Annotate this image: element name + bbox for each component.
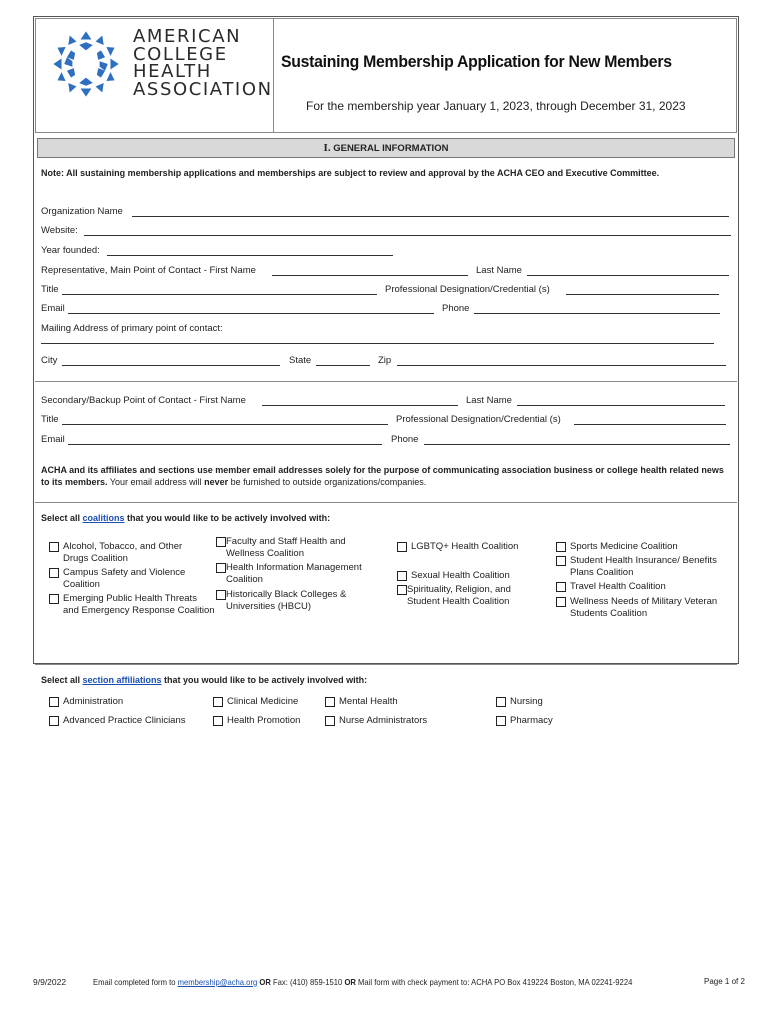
review-note: Note: All sustaining membership applications and memberships are subject to review and approval by the ACHA CEO and Executive Committee. — [41, 168, 660, 178]
coalition-label: Historically Black Colleges & Universities (HBCU) — [226, 589, 347, 612]
affiliations-link[interactable]: section affiliations — [82, 675, 162, 685]
org-name-label: Organization Name — [41, 206, 123, 217]
rep-last-name-field[interactable] — [527, 275, 729, 276]
rep-first-name-label: Representative, Main Point of Contact - First Name — [41, 265, 256, 276]
sec-prof-desig-label: Professional Designation/Credential (s) — [396, 414, 561, 425]
title-field[interactable] — [62, 294, 377, 295]
zip-field[interactable] — [397, 365, 726, 366]
checkbox-icon — [556, 556, 566, 566]
sec-phone-label: Phone — [391, 434, 419, 445]
coalition-label: Sports Medicine Coalition — [570, 541, 678, 552]
email-privacy-notice — [41, 464, 731, 488]
checkbox-icon — [397, 571, 407, 581]
city-field[interactable] — [62, 365, 280, 366]
checkbox-icon — [49, 594, 59, 604]
coalition-checkbox-public-health[interactable] — [49, 593, 215, 617]
sec-prof-desig-field[interactable] — [574, 424, 726, 425]
coalitions-heading-pre: Select all — [41, 513, 83, 523]
privacy-bold-2: never — [204, 477, 229, 487]
checkbox-icon — [556, 542, 566, 552]
email-label: Email — [41, 303, 65, 314]
section-checkbox-apc[interactable] — [49, 715, 209, 727]
section-label: Mental Health — [339, 696, 398, 707]
privacy-bold-1: ACHA and its affiliates and sections use member email addresses solely for the purpose of communicating association business or college health related news to its members. — [41, 465, 724, 487]
sec-first-name-label: Secondary/Backup Point of Contact - First Name — [41, 395, 246, 406]
footer-email-link[interactable]: membership@acha.org — [177, 977, 258, 987]
checkbox-icon — [397, 542, 407, 552]
org-name-field[interactable] — [132, 216, 729, 217]
sec-phone-field[interactable] — [424, 444, 730, 445]
coalition-label: Faculty and Staff Health and Wellness Coalition — [226, 536, 346, 559]
title-label: Title — [41, 284, 59, 295]
footer-pre: Email completed form to — [93, 977, 178, 987]
coalition-checkbox-faculty-staff[interactable] — [216, 536, 380, 560]
checkbox-icon — [216, 563, 226, 573]
rep-first-name-field[interactable] — [272, 275, 468, 276]
section-checkbox-nursing[interactable] — [496, 696, 576, 708]
page-subtitle: For the membership year January 1, 2023, through December 31, 2023 — [306, 99, 686, 113]
state-label: State — [289, 355, 312, 366]
coalition-label: Campus Safety and Violence Coalition — [63, 567, 186, 590]
section-divider — [35, 664, 737, 665]
state-field[interactable] — [316, 365, 370, 366]
affiliations-heading-pre: Select all — [41, 675, 83, 685]
section-label: Administration — [63, 696, 124, 707]
sec-last-name-field[interactable] — [517, 405, 725, 406]
footer-or: OR — [257, 977, 273, 987]
checkbox-icon — [325, 716, 335, 726]
coalition-checkbox-lgbtq[interactable] — [397, 541, 537, 553]
coalition-label: Spirituality, Religion, and Student Health Coalition — [407, 584, 511, 607]
section-divider — [35, 502, 737, 503]
coalition-checkbox-hbcu[interactable] — [216, 589, 376, 613]
checkbox-icon — [556, 582, 566, 592]
checkbox-icon — [216, 537, 226, 547]
coalitions-heading — [41, 513, 330, 523]
checkbox-icon — [49, 716, 59, 726]
mailing-address-field[interactable] — [41, 343, 714, 344]
page-title: Sustaining Membership Application for New Members — [281, 52, 672, 71]
section-checkbox-nurse-admin[interactable] — [325, 715, 455, 727]
section-label: Pharmacy — [510, 715, 553, 726]
coalition-label: Emerging Public Health Threats and Emergency Response Coalition — [63, 593, 215, 616]
footer-instructions — [93, 977, 632, 987]
org-name — [133, 28, 273, 98]
section-number: I. — [323, 142, 331, 154]
phone-field[interactable] — [474, 313, 720, 314]
checkbox-icon — [49, 568, 59, 578]
checkbox-icon — [496, 716, 506, 726]
section-label: Advanced Practice Clinicians — [63, 715, 186, 726]
coalition-checkbox-campus-safety[interactable] — [49, 567, 209, 591]
coalition-checkbox-insurance[interactable] — [556, 555, 736, 579]
affiliations-heading — [41, 675, 367, 685]
sec-email-label: Email — [41, 434, 65, 445]
coalition-label: Alcohol, Tobacco, and Other Drugs Coalition — [63, 541, 183, 564]
mailing-address-label: Mailing Address of primary point of contact: — [41, 323, 223, 334]
sec-last-name-label: Last Name — [466, 395, 512, 406]
coalitions-heading-post: that you would like to be actively involved with: — [124, 513, 331, 523]
coalition-label: LGBTQ+ Health Coalition — [411, 541, 519, 552]
coalitions-link[interactable]: coalitions — [82, 513, 125, 523]
checkbox-icon — [213, 697, 223, 707]
org-name-line-2: COLLEGE — [133, 43, 228, 65]
privacy-text-1: Your email address will — [107, 477, 205, 487]
checkbox-icon — [496, 697, 506, 707]
prof-desig-field[interactable] — [566, 294, 719, 295]
checkbox-icon — [325, 697, 335, 707]
checkbox-icon — [49, 542, 59, 552]
checkbox-icon — [397, 585, 407, 595]
page-number: Page 1 of 2 — [704, 977, 745, 986]
section-label: Nursing — [510, 696, 543, 707]
section-checkbox-mental-health[interactable] — [325, 696, 435, 708]
coalition-checkbox-sports-medicine[interactable] — [556, 541, 736, 553]
year-founded-label: Year founded: — [41, 245, 100, 256]
footer-date: 9/9/2022 — [33, 977, 67, 987]
footer-mail: Mail form with check payment to: ACHA PO Box 419224 Boston, MA 02241-9224 — [358, 977, 633, 987]
coalition-checkbox-atod[interactable] — [49, 541, 199, 565]
footer-or: OR — [342, 977, 359, 987]
section-label: Health Promotion — [227, 715, 301, 726]
checkbox-icon — [556, 597, 566, 607]
section-divider — [35, 381, 737, 382]
org-name-line-3: HEALTH — [133, 61, 212, 82]
email-field[interactable] — [68, 313, 434, 314]
checkbox-icon — [49, 697, 59, 707]
phone-label: Phone — [442, 303, 470, 314]
coalition-checkbox-him[interactable] — [216, 562, 386, 586]
year-founded-field[interactable] — [107, 255, 393, 256]
coalition-checkbox-sexual-health[interactable] — [397, 570, 537, 582]
coalition-checkbox-military[interactable] — [556, 596, 736, 620]
coalition-label: Sexual Health Coalition — [411, 570, 510, 581]
section-checkbox-pharmacy[interactable] — [496, 715, 576, 727]
website-field[interactable] — [84, 235, 731, 236]
coalition-label: Student Health Insurance/ Benefits Plans Coalition — [570, 555, 717, 578]
coalition-label: Wellness Needs of Military Veteran Students Coalition — [570, 596, 718, 619]
header-divider — [273, 18, 274, 133]
sec-email-field[interactable] — [68, 444, 382, 445]
section-checkbox-administration[interactable] — [49, 696, 199, 708]
section-label: Nurse Administrators — [339, 715, 428, 726]
sec-title-label: Title — [41, 414, 59, 425]
footer-fax: Fax: (410) 859-1510 — [272, 977, 343, 987]
coalition-checkbox-travel-health[interactable] — [556, 581, 736, 593]
website-label: Website: — [41, 225, 78, 236]
section-label: Clinical Medicine — [227, 696, 299, 707]
section-checkbox-health-promotion[interactable] — [213, 715, 323, 727]
city-label: City — [41, 355, 58, 366]
prof-desig-label: Professional Designation/Credential (s) — [385, 284, 550, 295]
org-name-line-4: ASSOCIATION — [133, 78, 273, 100]
coalition-label: Travel Health Coalition — [570, 581, 666, 592]
section-header — [37, 138, 735, 158]
affiliations-heading-post: that you would like to be actively involved with: — [161, 675, 368, 685]
rep-last-name-label: Last Name — [476, 265, 522, 276]
zip-label: Zip — [378, 355, 392, 366]
coalition-checkbox-spirituality[interactable] — [397, 584, 537, 608]
org-name-line-1: AMERICAN — [133, 26, 242, 47]
coalition-label: Health Information Management Coalition — [226, 562, 362, 585]
checkbox-icon — [213, 716, 223, 726]
acha-logo-icon — [52, 30, 120, 98]
sec-title-field[interactable] — [62, 424, 388, 425]
checkbox-icon — [216, 590, 226, 600]
sec-first-name-field[interactable] — [262, 405, 458, 406]
section-label: GENERAL INFORMATION — [333, 143, 449, 154]
privacy-text-2: be furnished to outside organizations/companies. — [228, 477, 427, 487]
section-checkbox-clinical-medicine[interactable] — [213, 696, 323, 708]
